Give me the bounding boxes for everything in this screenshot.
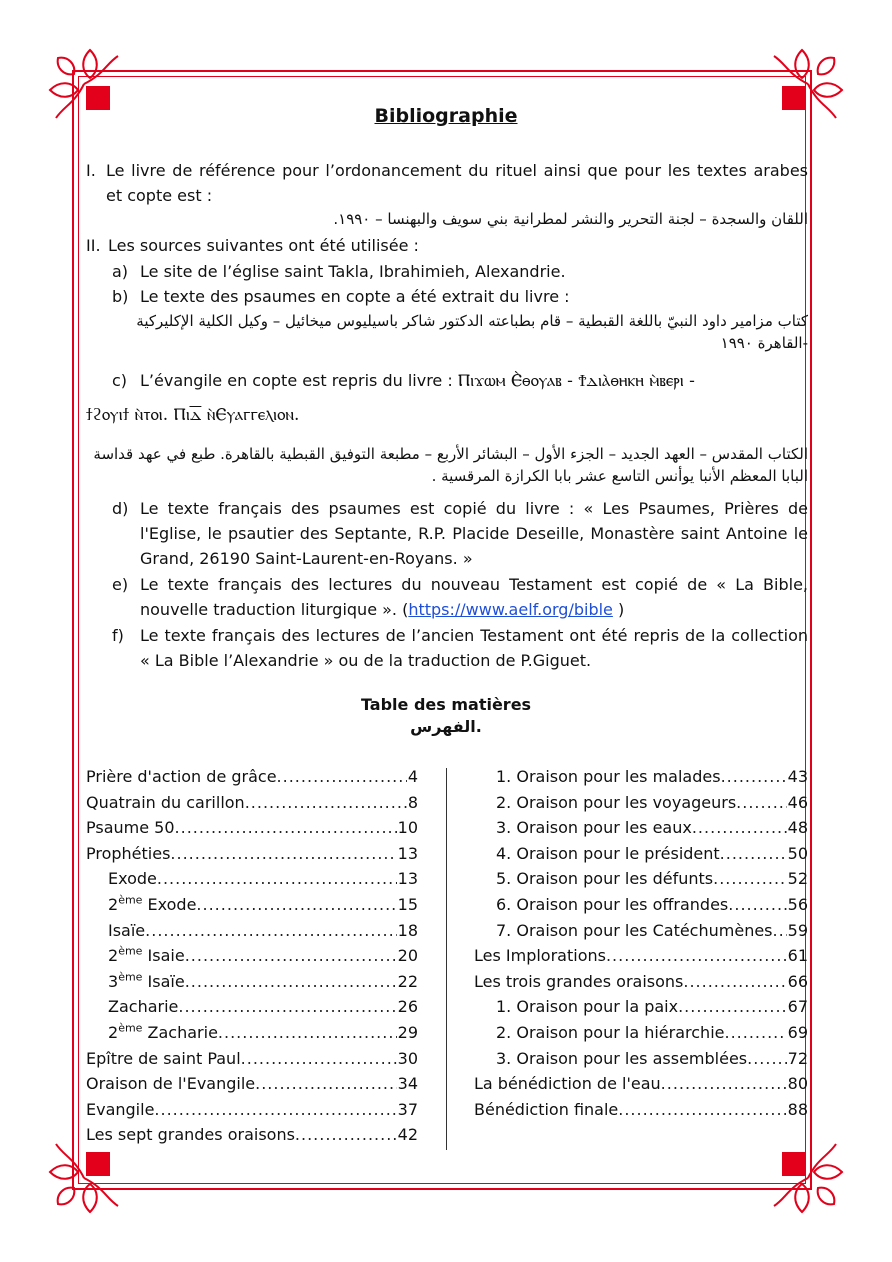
- toc-title: Table des matières: [360, 695, 532, 714]
- toc-entry-page-number: 48: [787, 818, 808, 838]
- toc-entry-page-number: 34: [397, 1074, 418, 1094]
- item-c-coptic-title: Ⲡⲓϫⲱⲙ Ⲉ̀ⲑⲟⲩⲁⲃ - Ϯⲇⲓⲁ̀ⲑⲏⲕⲏ ⲙ̀ⲃⲉⲣⲓ -: [457, 371, 695, 391]
- toc-entry[interactable]: [86, 767, 418, 793]
- toc-entry-label: 4. Oraison pour le président: [496, 843, 720, 863]
- toc-entry[interactable]: [474, 1049, 808, 1075]
- toc-entry[interactable]: [474, 997, 808, 1023]
- toc-entry-page-number: 52: [787, 869, 808, 889]
- toc-entry[interactable]: [86, 844, 418, 870]
- toc-entry-label: Epître de saint Paul: [86, 1048, 241, 1068]
- item-d-text: Le texte français des psaumes est copié du livre : « Les Psaumes, Prières de l'Eglise, le psautier des Septante, R.P. Placide Deseille, Monastère saint Antoine le Grand, 26190 Saint-Laurent-en-Royans. »: [140, 499, 808, 568]
- toc-entry-leader-dots: [724, 1023, 786, 1042]
- toc-entry-page-number: 50: [787, 843, 808, 863]
- toc-entry-page-number: 8: [407, 792, 418, 812]
- toc-entry-leader-dots: [255, 1074, 397, 1093]
- toc-entry-leader-dots: [678, 997, 787, 1016]
- item-f-marker: f): [112, 626, 124, 645]
- item-b-text: Le texte des psaumes en copte a été extrait du livre :: [140, 287, 570, 306]
- toc-entry-label: 3ème Isaïe: [108, 970, 185, 991]
- toc-entry-page-number: 30: [397, 1048, 418, 1068]
- toc-entry-page-number: 88: [787, 1099, 808, 1119]
- item-i-text: Le livre de référence pour l’ordonancement du rituel ainsi que pour les textes arabes et copte est :: [106, 161, 808, 205]
- toc-entry-leader-dots: [736, 793, 786, 812]
- toc-entry-label: 2. Oraison pour la hiérarchie: [496, 1022, 725, 1042]
- toc-entry[interactable]: [474, 921, 808, 947]
- toc-entry-label: 7. Oraison pour les Catéchumènes: [496, 920, 773, 940]
- toc-entry-page-number: 13: [397, 843, 418, 863]
- toc-entry[interactable]: [474, 895, 808, 921]
- corner-ornament-bottom-right: [756, 1126, 848, 1218]
- toc-entry-leader-dots: [295, 1125, 397, 1144]
- item-ii-marker: II.: [86, 236, 101, 255]
- toc-entry-leader-dots: [773, 921, 787, 940]
- toc-entry-label: Les trois grandes oraisons: [474, 971, 684, 991]
- item-c-coptic-continued: ϯϩⲟⲩⲓϯ ⲛ̀ⲧⲟⲓ. Ⲡⲓⲇ̅ ⲛ̀Ⲉⲩⲁⲅⲅⲉⲗⲓⲟⲛ.: [86, 405, 300, 425]
- toc-entry-page-number: 46: [787, 792, 808, 812]
- toc-entry-label: La bénédiction de l'eau: [474, 1074, 661, 1094]
- item-ii-text: Les sources suivantes ont été utilisée :: [108, 236, 419, 255]
- toc-entry-leader-dots: [606, 946, 787, 965]
- toc-right-column: [474, 767, 808, 1125]
- toc-entry-label: Exode: [108, 869, 157, 889]
- toc-entry-page-number: 66: [787, 971, 808, 991]
- toc-entry-leader-dots: [185, 946, 397, 965]
- toc-entry-label: Bénédiction finale: [474, 1099, 619, 1119]
- item-b-marker: b): [112, 287, 129, 306]
- toc-entry-label: Prophéties: [86, 843, 171, 863]
- item-c-line1: [140, 368, 808, 394]
- toc-entry-leader-dots: [196, 895, 396, 914]
- aelf-bible-link[interactable]: https://www.aelf.org/bible: [408, 600, 613, 619]
- toc-entry-leader-dots: [157, 869, 397, 888]
- toc-entry-leader-dots: [692, 818, 787, 837]
- toc-entry-page-number: 61: [787, 946, 808, 966]
- toc-entry-ordinal-suffix: ème: [118, 1021, 143, 1035]
- item-f-text: Le texte français des lectures de l’ancien Testament ont été repris de la collection « La Bible l’Alexandrie » ou de la traduction de P.Giguet.: [140, 626, 808, 670]
- toc-entry-label: Oraison de l'Evangile: [86, 1074, 256, 1094]
- toc-entry-page-number: 42: [397, 1125, 418, 1145]
- toc-entry[interactable]: [474, 818, 808, 844]
- toc-entry-page-number: 72: [787, 1048, 808, 1068]
- toc-entry-page-number: 18: [397, 920, 418, 940]
- toc-entry-label: Les Implorations: [474, 946, 606, 966]
- toc-entry-leader-dots: [661, 1074, 787, 1093]
- toc-entry[interactable]: [86, 818, 418, 844]
- toc-entry-leader-dots: [178, 997, 396, 1016]
- toc-entry-page-number: 13: [397, 869, 418, 889]
- toc-entry-label: 2ème Zacharie: [108, 1021, 218, 1042]
- item-e-marker: e): [112, 575, 129, 594]
- toc-entry-leader-dots: [170, 844, 396, 863]
- toc-entry-leader-dots: [747, 1049, 787, 1068]
- toc-entry-leader-dots: [683, 972, 786, 991]
- toc-entry-label: Les sept grandes oraisons: [86, 1125, 295, 1145]
- toc-entry-leader-dots: [245, 793, 407, 812]
- item-c-text: L’évangile en copte est repris du livre :: [140, 371, 453, 390]
- toc-entry-label: Isaïe: [108, 920, 146, 940]
- toc-entry[interactable]: [86, 946, 418, 972]
- toc-entry-leader-dots: [145, 921, 396, 940]
- toc-entry[interactable]: [474, 793, 808, 819]
- toc-column-divider: [446, 768, 447, 1150]
- toc-entry[interactable]: [86, 1049, 418, 1075]
- toc-entry-label: Quatrain du carillon: [86, 792, 245, 812]
- toc-entry-leader-dots: [154, 1100, 396, 1119]
- page-title: Bibliographie: [374, 105, 518, 127]
- toc-entry-page-number: 67: [787, 997, 808, 1017]
- toc-title-arabic: الفهرس.: [410, 717, 482, 736]
- toc-entry-label: Evangile: [86, 1099, 155, 1119]
- toc-entry-label: 1. Oraison pour la paix: [496, 997, 679, 1017]
- toc-entry[interactable]: [86, 1100, 418, 1126]
- toc-entry-leader-dots: [618, 1100, 786, 1119]
- toc-entry[interactable]: [474, 844, 808, 870]
- item-c-arabic: الكتاب المقدس – العهد الجديد – الجزء الأول – البشائر الأربع – مطبعة التوفيق القبطية بالقاهرة. طبع في عهد قداسة البابا المعظم الأنبا يوأنس التاسع عشر بابا الكرازة المرقسية .: [93, 445, 808, 485]
- toc-entry-leader-dots: [218, 1023, 397, 1042]
- toc-entry-leader-dots: [720, 844, 787, 863]
- item-c-marker: c): [112, 371, 128, 390]
- toc-entry-leader-dots: [728, 895, 786, 914]
- toc-entry-page-number: 56: [787, 894, 808, 914]
- toc-entry-page-number: 4: [407, 767, 418, 786]
- toc-entry[interactable]: [474, 1100, 808, 1126]
- toc-entry[interactable]: [86, 1074, 418, 1100]
- toc-entry-page-number: 43: [787, 767, 808, 786]
- toc-entry-page-number: 20: [397, 946, 418, 966]
- item-a-marker: a): [112, 262, 129, 281]
- toc-entry-leader-dots: [721, 767, 787, 786]
- toc-entry-page-number: 10: [397, 818, 418, 838]
- toc-entry-leader-dots: [713, 869, 787, 888]
- toc-entry-leader-dots: [277, 767, 407, 786]
- item-i-marker: I.: [86, 161, 96, 180]
- toc-entry-ordinal-suffix: ème: [118, 944, 143, 958]
- toc-entry-label: 2ème Exode: [108, 893, 197, 914]
- toc-entry[interactable]: [474, 767, 808, 793]
- toc-entry-label: 6. Oraison pour les offrandes: [496, 894, 729, 914]
- toc-entry-page-number: 80: [787, 1074, 808, 1094]
- toc-entry[interactable]: [86, 921, 418, 947]
- toc-entry[interactable]: [474, 972, 808, 998]
- toc-left-column: [86, 767, 418, 1151]
- toc-entry-leader-dots: [185, 972, 397, 991]
- toc-entry-label: 5. Oraison pour les défunts: [496, 869, 714, 889]
- toc-entry-leader-dots: [241, 1049, 397, 1068]
- toc-entry-label: 1. Oraison pour les malades: [496, 767, 721, 786]
- toc-entry-label: 2ème Isaie: [108, 944, 185, 966]
- toc-entry[interactable]: [86, 1023, 418, 1049]
- toc-entry[interactable]: [86, 895, 418, 921]
- toc-entry[interactable]: [474, 869, 808, 895]
- toc-entry-label: Psaume 50: [86, 818, 175, 838]
- item-b-arabic: كتاب مزامير داود النبيّ باللغة القبطية – قام بطباعته الدكتور شاكر باسيليوس ميخائيل – وكيل الكلية الإكليركية -القاهرة ١٩٩٠: [136, 312, 808, 352]
- toc-entry-page-number: 29: [397, 1022, 418, 1042]
- toc-entry[interactable]: [474, 1023, 808, 1049]
- toc-entry-page-number: 22: [397, 971, 418, 991]
- toc-entry-page-number: 59: [787, 920, 808, 940]
- toc-entry[interactable]: [86, 1125, 418, 1151]
- toc-entry[interactable]: [86, 869, 418, 895]
- toc-entry-ordinal-suffix: ème: [118, 893, 143, 907]
- toc-entry-label: Zacharie: [108, 997, 179, 1017]
- item-e-close: ): [612, 600, 625, 619]
- toc-entry-ordinal-suffix: ème: [118, 970, 143, 984]
- toc-entry-label: 3. Oraison pour les eaux: [496, 818, 692, 838]
- item-a-text: Le site de l’église saint Takla, Ibrahimieh, Alexandrie.: [140, 262, 566, 281]
- toc-entry[interactable]: [86, 997, 418, 1023]
- toc-entry-page-number: 15: [397, 894, 418, 914]
- toc-entry-label: 2. Oraison pour les voyageurs: [496, 792, 737, 812]
- item-e-text: Le texte français des lectures du nouveau Testament est copié de « La Bible, nouvelle traduction liturgique ». (: [140, 575, 808, 619]
- toc-entry[interactable]: [474, 946, 808, 972]
- toc-entry[interactable]: [86, 793, 418, 819]
- toc-entry-label: Prière d'action de grâce: [86, 767, 277, 786]
- item-e-paragraph: [140, 572, 808, 622]
- toc-entry-page-number: 69: [787, 1022, 808, 1042]
- toc-entry-label: 3. Oraison pour les assemblées: [496, 1048, 748, 1068]
- toc-entry-page-number: 37: [397, 1099, 418, 1119]
- toc-entry-leader-dots: [175, 818, 397, 837]
- item-d-marker: d): [112, 499, 129, 518]
- toc-entry[interactable]: [474, 1074, 808, 1100]
- toc-entry-page-number: 26: [397, 997, 418, 1017]
- item-i-arabic: اللقان والسجدة – لجنة التحرير والنشر لمطرانية بني سويف والبهنسا – ١٩٩٠.: [333, 210, 808, 228]
- toc-entry[interactable]: [86, 972, 418, 998]
